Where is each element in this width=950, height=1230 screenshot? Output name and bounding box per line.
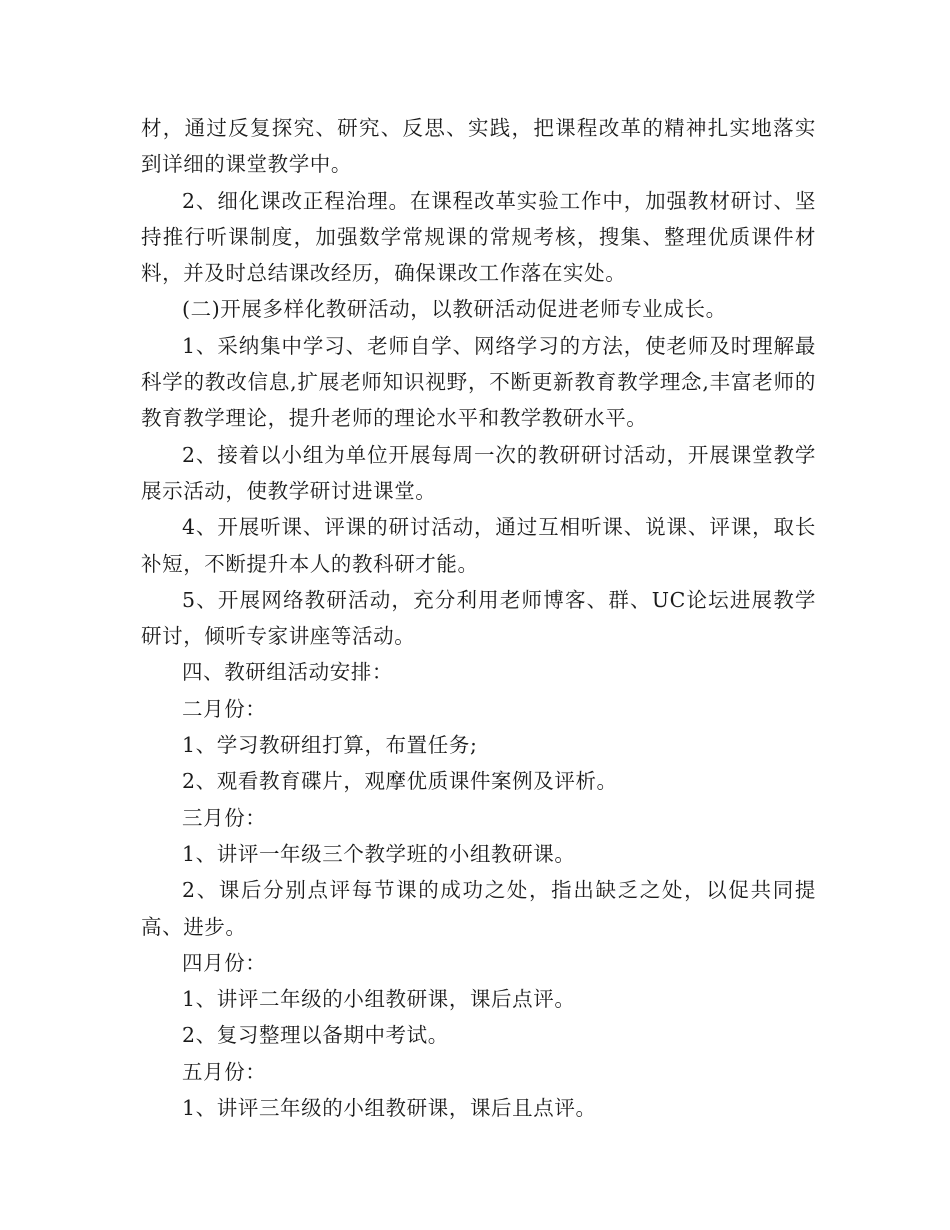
list-item: 2、课后分别点评每节课的成功之处，指出缺乏之处，以促共同提高、进步。 — [141, 878, 816, 939]
list-item: 2、观看教育碟片，观摩优质课件案例及评析。 — [182, 769, 618, 794]
paragraph: 4、开展听课、评课的研讨活动，通过互相听课、说课、评课，取长补短，不断提升本人的教科研才能。 — [141, 515, 816, 576]
list-item: 1、讲评一年级三个教学班的小组教研课。 — [182, 841, 576, 866]
list-item: 1、讲评二年级的小组教研课，课后点评。 — [182, 987, 576, 1012]
paragraph: 5、开展网络教研活动，充分利用老师博客、群、UC论坛进展教学研讨，倾听专家讲座等活动。 — [141, 587, 816, 649]
paragraph: 2、接着以小组为单位开展每周一次的教研研讨活动，开展课堂教学展示活动，使教学研讨进课堂。 — [141, 442, 816, 503]
section-heading: 四、教研组活动安排： — [182, 660, 393, 685]
month-heading: 五月份： — [182, 1059, 267, 1084]
paragraph: 1、采纳集中学习、老师自学、网络学习的方法，使老师及时理解最科学的教改信息,扩展老师知识视野，不断更新教育教学理念,丰富老师的教育教学理论，提升老师的理论水平和教学教研水平。 — [141, 333, 816, 431]
document-body — [141, 110, 816, 1126]
list-item: 2、复习整理以备期中考试。 — [182, 1023, 449, 1048]
month-heading: 二月份： — [182, 696, 267, 721]
month-heading: 四月份： — [182, 950, 267, 975]
list-item: 1、讲评三年级的小组教研课，课后且点评。 — [182, 1096, 597, 1121]
paragraph: 2、细化课改正程治理。在课程改革实验工作中，加强教材研讨、坚持推行听课制度，加强数学常规课的常规考核，搜集、整理优质课件材料，并及时总结课改经历，确保课改工作落在实处。 — [141, 188, 816, 286]
month-heading: 三月份： — [182, 805, 267, 830]
section-heading: (二)开展多样化教研活动，以教研活动促进老师专业成长。 — [182, 297, 727, 322]
list-item: 1、学习教研组打算，布置任务; — [182, 733, 478, 758]
paragraph: 材，通过反复探究、研究、反思、实践，把课程改革的精神扎实地落实到详细的课堂教学中。 — [141, 116, 816, 177]
